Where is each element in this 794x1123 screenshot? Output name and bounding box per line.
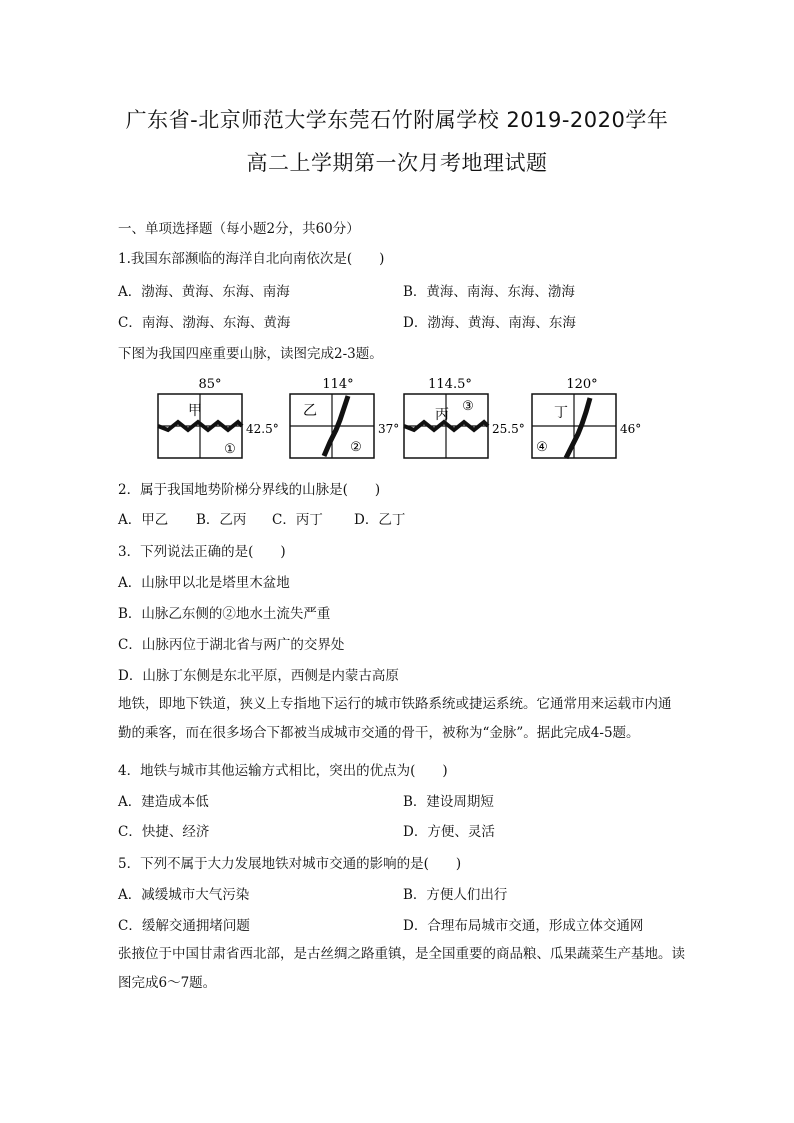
q3-option-d: D．山脉丁东侧是东北平原，西侧是内蒙古高原 <box>118 668 399 684</box>
q3-option-b: B．山脉乙东侧的②地水土流失严重 <box>118 606 331 622</box>
passage-zhangye: 张掖位于中国甘肃省西北部，是古丝绸之路重镇，是全国重要的商品粮、瓜果蔬菜生产基地。读图完成6～7题。 <box>118 946 685 991</box>
panel-ding-marker: ④ <box>536 440 548 455</box>
q1-option-c: C．南海、渤海、东海、黄海 <box>118 315 291 331</box>
panel-ding-lat: 46° <box>620 422 642 436</box>
q2-stem: 2．属于我国地势阶梯分界线的山脉是( ) <box>118 482 381 498</box>
q5-option-a: A．减缓城市大气污染 <box>118 887 250 903</box>
panel-jia-lat: 42.5° <box>246 422 279 436</box>
q1-stem: 1.我国东部濒临的海洋自北向南依次是( ) <box>118 251 385 267</box>
q5-option-d: D．合理布局城市交通，形成立体交通网 <box>403 918 644 934</box>
panel-ding-name: 丁 <box>554 405 568 421</box>
q1-option-d: D．渤海、黄海、南海、东海 <box>403 315 576 331</box>
panel-bing-lat: 25.5° <box>492 422 525 436</box>
q1-option-a: A．渤海、黄海、东海、南海 <box>118 284 290 300</box>
panel-jia <box>158 377 279 458</box>
q5-option-c: C．缓解交通拥堵问题 <box>118 918 250 934</box>
panel-yi-lat: 37° <box>378 422 400 436</box>
q3-option-a: A．山脉甲以北是塔里木盆地 <box>118 575 290 591</box>
panel-bing-lon: 114.5° <box>428 377 472 392</box>
q2-options <box>118 508 405 528</box>
q4-option-c: C．快捷、经济 <box>118 824 210 840</box>
passage-metro: 地铁，即地下铁道，狭义上专指地下运行的城市铁路系统或捷运系统。它通常用来运载市内通勤的乘客，而在很多场合下都被当成城市交通的骨干，被称为“金脉”。据此完成4-5题。 <box>118 696 672 741</box>
q2-option-a: A．甲乙 <box>118 512 169 528</box>
q5-option-b: B．方便人们出行 <box>403 887 508 903</box>
q3-option-c: C．山脉丙位于湖北省与两广的交界处 <box>118 637 345 653</box>
panel-jia-name: 甲 <box>188 403 202 419</box>
panel-ding <box>532 377 641 458</box>
figure1-intro: 下图为我国四座重要山脉，读图完成2-3题。 <box>118 346 383 362</box>
q4-option-b: B．建设周期短 <box>403 794 494 810</box>
panel-yi-marker: ② <box>350 440 362 455</box>
page-title-line2: 高二上学期第一次月考地理试题 <box>246 151 548 175</box>
q4-option-d: D．方便、灵活 <box>403 824 495 840</box>
q1-option-b: B．黄海、南海、东海、渤海 <box>403 284 575 300</box>
panel-jia-marker: ① <box>224 442 236 457</box>
q2-option-c: C．丙丁 <box>272 512 323 528</box>
q2-option-b: B．乙丙 <box>196 512 247 528</box>
q5-stem: 5．下列不属于大力发展地铁对城市交通的影响的是( ) <box>118 856 462 872</box>
mountain-figure <box>150 372 650 464</box>
panel-ding-lon: 120° <box>566 377 598 392</box>
panel-yi-name: 乙 <box>303 403 317 419</box>
section-heading: 一、单项选择题（每小题2分，共60分） <box>118 221 360 237</box>
panel-yi <box>290 377 399 458</box>
q3-stem: 3．下列说法正确的是( ) <box>118 544 286 560</box>
panel-bing <box>404 377 525 458</box>
page-title-line1: 广东省-北京师范大学东莞石竹附属学校 2019-2020学年 <box>125 108 669 132</box>
panel-bing-marker: ③ <box>462 399 474 414</box>
panel-jia-lon: 85° <box>198 377 222 392</box>
q4-option-a: A．建造成本低 <box>118 794 209 810</box>
q4-stem: 4．地铁与城市其他运输方式相比，突出的优点为( ) <box>118 763 448 779</box>
panel-bing-name: 丙 <box>435 407 449 423</box>
panel-yi-lon: 114° <box>322 377 354 392</box>
q2-option-d: D．乙丁 <box>354 512 406 528</box>
